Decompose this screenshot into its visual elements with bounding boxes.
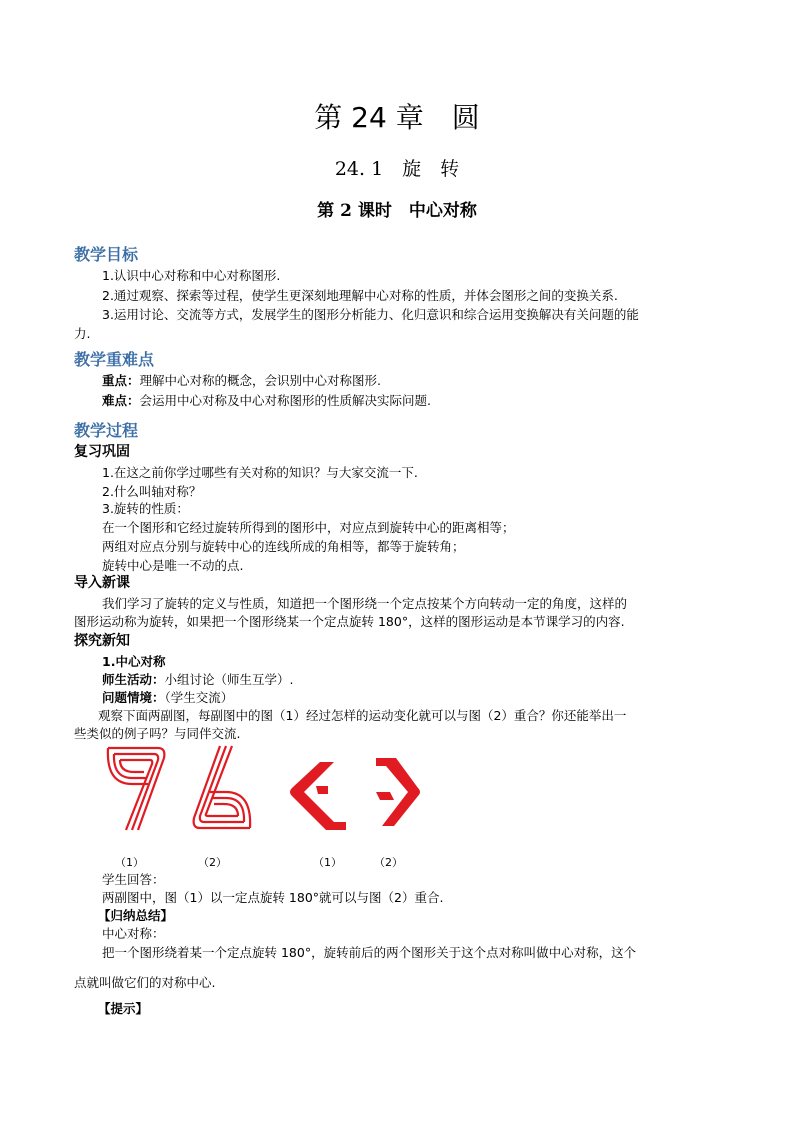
objective-item: 2.通过观察、探索等过程，使学生更深刻地理解中心对称的性质，并体会图形之间的变换关系. xyxy=(102,288,618,303)
answer-label: 学生回答： xyxy=(102,872,165,887)
process-heading: 教学过程 xyxy=(74,421,139,440)
objective-item: 1.认识中心对称和中心对称图形. xyxy=(102,268,281,283)
figure-six-image xyxy=(188,744,254,832)
review-line: 3.旋转的性质： xyxy=(102,501,189,516)
observe-line: 些类似的例子吗？与同伴交流. xyxy=(74,726,241,741)
difficulty-line xyxy=(102,391,431,409)
figure-caption: （1） xyxy=(313,856,342,869)
review-line: 2.什么叫轴对称？ xyxy=(102,484,202,499)
activity-label: 师生活动： xyxy=(102,672,165,687)
section-title: 24. 1 旋 转 xyxy=(334,158,460,180)
summary-heading: 【归纳总结】 xyxy=(98,908,174,923)
objectives-heading: 教学目标 xyxy=(74,245,139,264)
key-label: 重点： xyxy=(102,373,140,388)
definition-label: 中心对称： xyxy=(102,926,165,941)
intro-line: 我们学习了旋转的定义与性质，知道把一个图形绕一个定点按某个方向转动一定的角度，这样的 xyxy=(102,596,628,611)
objective-item: 力. xyxy=(74,326,91,341)
activity-line xyxy=(102,670,294,688)
review-line: 在一个图形和它经过旋转所得到的图形中，对应点到旋转中心的距离相等； xyxy=(102,520,515,535)
answer-text: 两副图中，图（1）以一定点旋转 180°就可以与图（2）重合. xyxy=(102,890,444,905)
activity-text: 小组讨论（师生互学）. xyxy=(164,672,294,687)
keypoints-heading: 教学重难点 xyxy=(74,350,155,369)
review-heading: 复习巩固 xyxy=(74,444,130,460)
review-line: 1.在这之前你学过哪些有关对称的知识？与大家交流一下. xyxy=(102,465,418,480)
intro-heading: 导入新课 xyxy=(74,575,130,591)
lesson-title: 第 2 课时 中心对称 xyxy=(317,201,477,221)
review-line: 旋转中心是唯一不动的点. xyxy=(102,558,244,573)
situation-label: 问题情境： xyxy=(102,690,165,705)
observe-line: 观察下面两副图，每副图中的图（1）经过怎样的运动变化就可以与图（2）重合？你还能举出一 xyxy=(98,708,627,723)
figure-caption: （2） xyxy=(374,856,403,869)
figure-caption: （2） xyxy=(198,856,227,869)
definition-line: 点就叫做它们的对称中心. xyxy=(74,975,216,990)
situation-text: （学生交流） xyxy=(164,690,234,705)
chapter-title: 第 24 章 圆 xyxy=(314,101,480,134)
figure-caption: （1） xyxy=(115,856,144,869)
figure-nine-image xyxy=(104,744,170,832)
intro-line: 图形运动称为旋转，如果把一个图形绕某一个定点旋转 180°，这样的图形运动是本节课学习的内容. xyxy=(74,614,625,629)
explore-item-title: 1.中心对称 xyxy=(102,654,166,669)
hint-heading: 【提示】 xyxy=(98,1001,149,1016)
figure-shape-left-image xyxy=(288,760,350,830)
difficulty-label: 难点： xyxy=(102,393,140,408)
difficulty-text: 会运用中心对称及中心对称图形的性质解决实际问题. xyxy=(139,393,431,408)
key-text: 理解中心对称的概念，会识别中心对称图形. xyxy=(139,373,381,388)
explore-heading: 探究新知 xyxy=(74,633,130,649)
keypoint-line xyxy=(102,371,381,389)
review-line: 两组对应点分别与旋转中心的连线所成的角相等，都等于旋转角； xyxy=(102,539,465,554)
figure-shape-right-image xyxy=(372,756,422,828)
definition-line: 把一个图形绕着某一个定点旋转 180°，旋转前后的两个图形关于这个点对称叫做中心对称，这个 xyxy=(102,945,637,960)
objective-item: 3.运用讨论、交流等方式，发展学生的图形分析能力、化归意识和综合运用变换解决有关问题的能 xyxy=(102,307,639,322)
situation-line xyxy=(102,688,233,706)
